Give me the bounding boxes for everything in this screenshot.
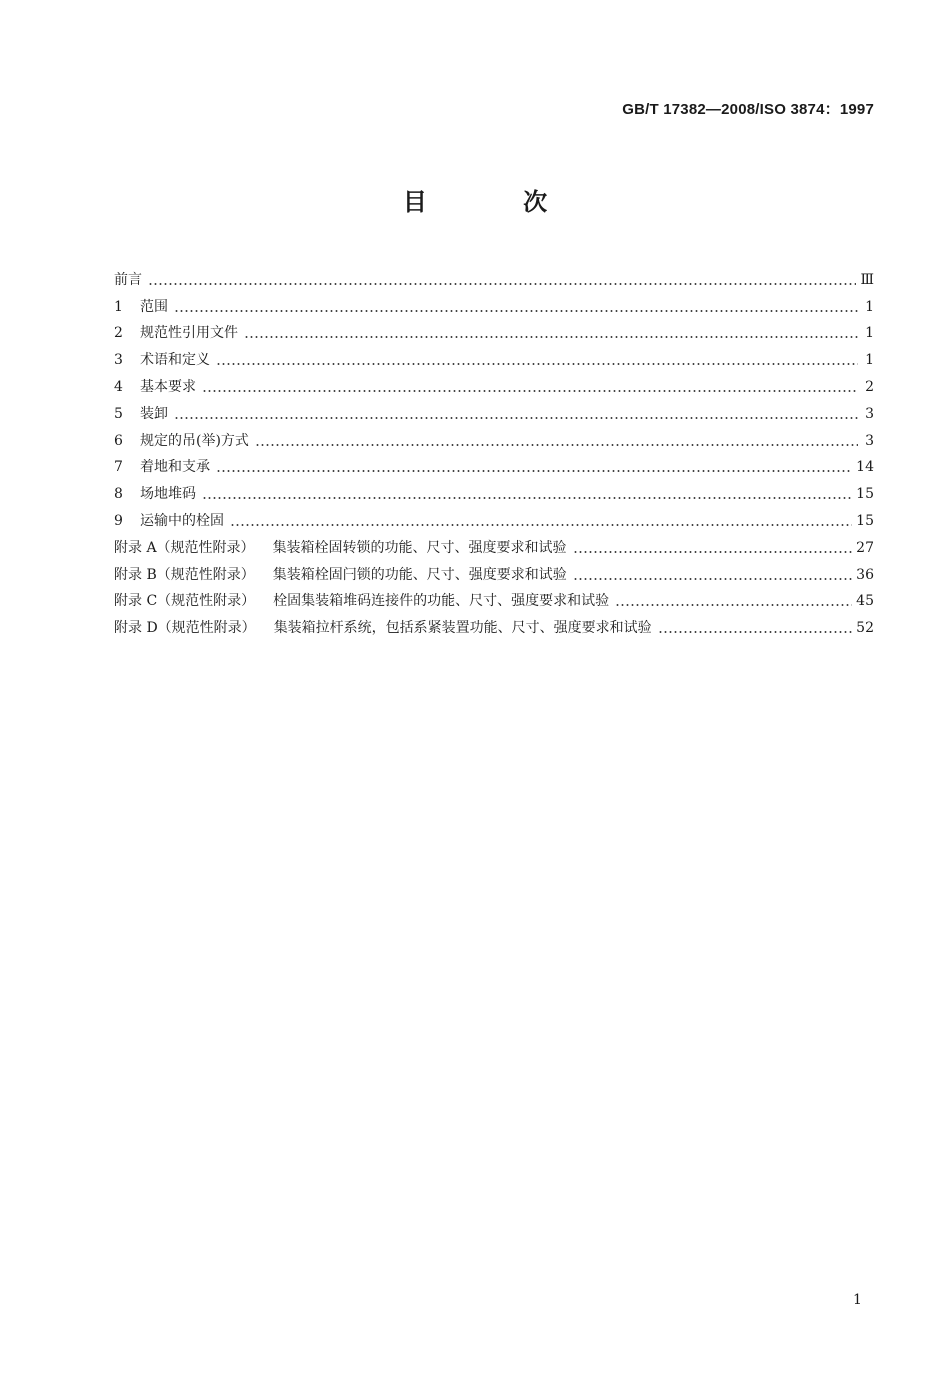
toc-dot-leader — [216, 470, 852, 472]
toc-dot-leader — [174, 310, 858, 312]
toc-entry-page: 3 — [865, 432, 874, 449]
toc-entry-label: 运输中的栓固 — [140, 512, 224, 529]
toc-dot-leader — [230, 524, 852, 526]
toc-dot-leader — [244, 336, 858, 338]
toc-entry-label: 集装箱栓固转锁的功能、尺寸、强度要求和试验 — [272, 539, 567, 556]
toc-entry-page: 36 — [856, 566, 874, 583]
toc-entry[interactable] — [114, 557, 874, 584]
toc-entry-label: 术语和定义 — [140, 352, 210, 369]
toc-entry[interactable] — [114, 584, 874, 611]
standard-number: GB/T 17382—2008/ISO 3874：1997 — [622, 101, 874, 118]
toc-dot-leader — [174, 417, 858, 419]
toc-entry-page: 1 — [865, 298, 874, 315]
toc-dot-leader — [202, 390, 858, 392]
toc-dot-leader — [658, 631, 852, 633]
toc-entry[interactable] — [114, 503, 874, 530]
toc-dot-leader — [202, 497, 852, 499]
toc-dot-leader — [573, 578, 852, 580]
toc-entry-page: 15 — [856, 486, 874, 503]
toc-entry-page: Ⅲ — [860, 271, 874, 288]
toc-entry-number: 7 — [114, 459, 123, 476]
toc-entry-number: 6 — [114, 432, 123, 449]
toc-entry[interactable] — [114, 610, 874, 637]
toc-entry-annex: 附录 A（规范性附录） — [114, 539, 255, 556]
toc-entry[interactable] — [114, 476, 874, 503]
toc-entry[interactable] — [114, 316, 874, 343]
toc-entry-page: 52 — [856, 620, 874, 637]
toc-entry-label: 范围 — [140, 298, 168, 315]
toc-dot-leader — [573, 551, 853, 553]
toc-entry-label: 集装箱拉杆系统，包括系紧装置功能、尺寸、强度要求和试验 — [273, 620, 652, 637]
toc-entry-annex: 附录 C（规范性附录） — [114, 593, 256, 610]
toc-entry-number: 4 — [114, 378, 123, 395]
toc-entry[interactable] — [114, 262, 874, 289]
toc-entry[interactable] — [114, 396, 874, 423]
toc-entry-number: 9 — [114, 512, 123, 529]
toc-entry-label: 前言 — [114, 271, 142, 288]
toc-entry-number: 8 — [114, 486, 123, 503]
toc-entry-label: 规定的吊(举)方式 — [140, 432, 249, 449]
toc-entry-label: 场地堆码 — [140, 486, 196, 503]
toc-entry-label: 集装箱栓固闩锁的功能、尺寸、强度要求和试验 — [272, 566, 567, 583]
toc-entry[interactable] — [114, 289, 874, 316]
toc-entry-label: 栓固集装箱堆码连接件的功能、尺寸、强度要求和试验 — [273, 593, 610, 610]
toc-dot-leader — [216, 363, 858, 365]
toc-entry-page: 14 — [856, 459, 874, 476]
toc-entry[interactable] — [114, 369, 874, 396]
toc-dot-leader — [255, 444, 858, 446]
toc-dot-leader — [615, 604, 852, 606]
toc-entry-page: 15 — [856, 512, 874, 529]
toc-entry-label: 着地和支承 — [140, 459, 210, 476]
toc-entry-page: 45 — [856, 593, 874, 610]
toc-entry[interactable] — [114, 423, 874, 450]
toc-entry-label: 基本要求 — [140, 378, 196, 395]
toc-entry-number: 1 — [114, 298, 123, 315]
toc-entry-label: 装卸 — [140, 405, 168, 422]
toc-entry-number: 2 — [114, 325, 123, 342]
toc-entry-page: 1 — [865, 352, 874, 369]
toc-dot-leader — [148, 283, 856, 285]
toc-entry-page: 2 — [865, 378, 874, 395]
toc-entry-page: 27 — [856, 539, 874, 556]
toc-entry-annex: 附录 D（规范性附录） — [114, 620, 256, 637]
toc-entry-page: 3 — [865, 405, 874, 422]
toc-entry-number: 5 — [114, 405, 123, 422]
page-number: 1 — [853, 1292, 862, 1308]
table-of-contents — [114, 262, 874, 637]
toc-entry-page: 1 — [865, 325, 874, 342]
page-title: 目 次 — [402, 188, 592, 216]
toc-entry-number: 3 — [114, 352, 123, 369]
toc-entry-label: 规范性引用文件 — [140, 325, 238, 342]
toc-entry[interactable] — [114, 450, 874, 477]
toc-entry-annex: 附录 B（规范性附录） — [114, 566, 255, 583]
toc-entry[interactable] — [114, 530, 874, 557]
toc-entry[interactable] — [114, 342, 874, 369]
